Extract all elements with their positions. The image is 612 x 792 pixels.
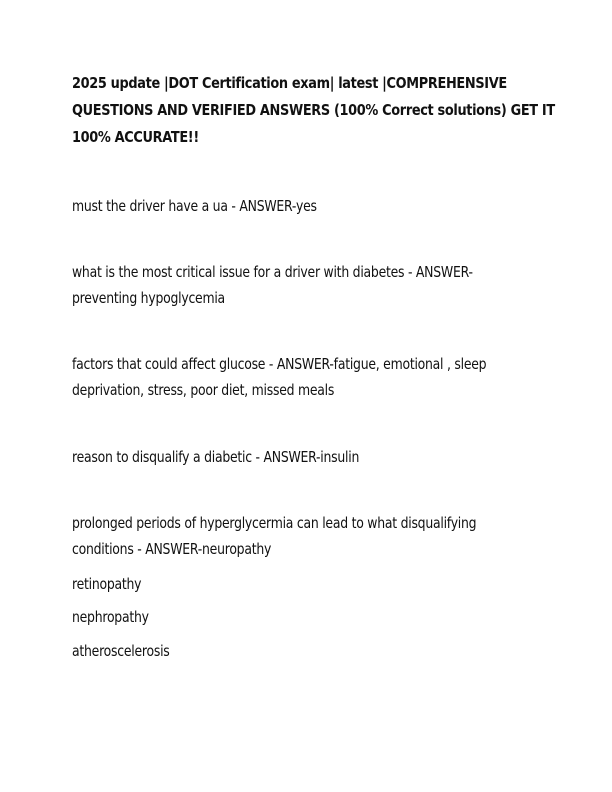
title-line: 2025 update |DOT Certification exam| latest |COMPREHENSIVE [72, 74, 507, 92]
qa-line: preventing hypoglycemia [72, 289, 225, 307]
qa-item [72, 510, 504, 562]
qa-item [72, 259, 504, 311]
qa-item [72, 193, 504, 219]
qa-line: conditions - ANSWER-neuropathy [72, 540, 272, 558]
qa-line: reason to disqualify a diabetic - ANSWER-insulin [72, 448, 360, 466]
answer-continuation: retinopathy [72, 575, 142, 593]
qa-line: deprivation, stress, poor diet, missed meals [72, 381, 335, 399]
qa-line: must the driver have a ua - ANSWER-yes [72, 197, 317, 215]
title-line: 100% ACCURATE!! [72, 128, 199, 146]
qa-item [72, 351, 504, 403]
qa-line: what is the most critical issue for a driver with diabetes - ANSWER- [72, 263, 473, 281]
answer-continuation: nephropathy [72, 608, 149, 626]
qa-line: factors that could affect glucose - ANSWER-fatigue, emotional , sleep [72, 355, 487, 373]
qa-item [72, 444, 504, 470]
title-line: QUESTIONS AND VERIFIED ANSWERS (100% Correct solutions) GET IT [72, 101, 555, 119]
qa-line: prolonged periods of hyperglycermia can lead to what disqualifying [72, 514, 477, 532]
answer-continuation: atheroscelerosis [72, 642, 170, 660]
document-title [72, 70, 555, 151]
